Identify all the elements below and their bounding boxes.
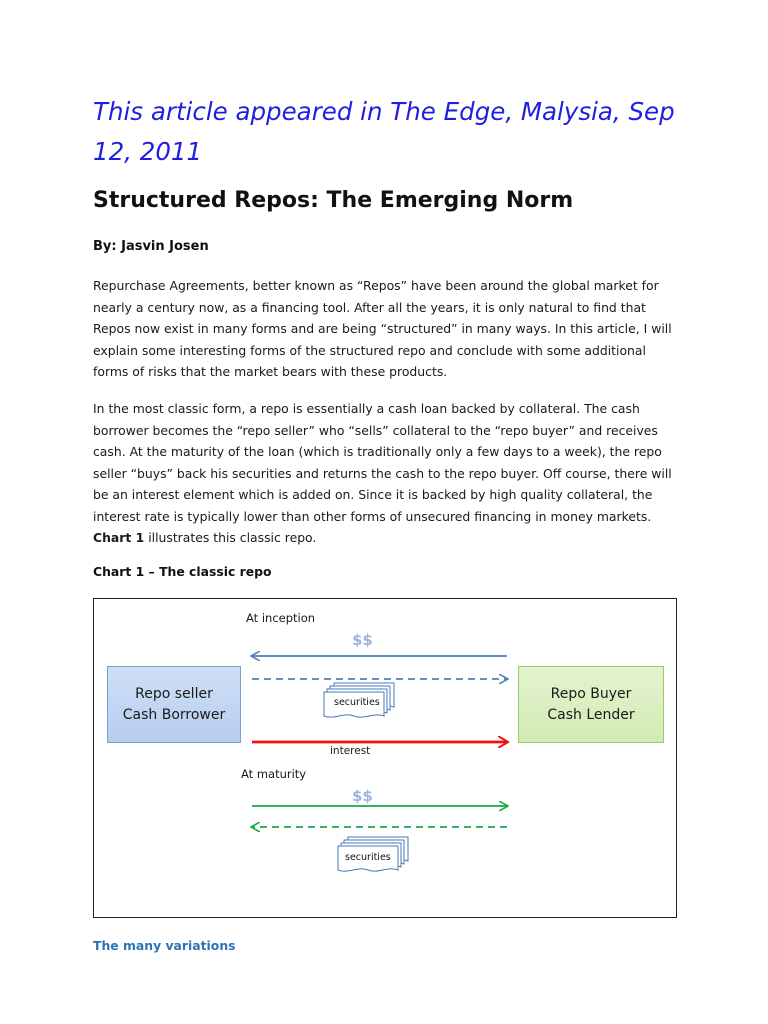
repo-seller-label: Repo seller — [135, 685, 213, 702]
at-maturity-label: At maturity — [241, 767, 307, 781]
paragraph-intro: Repurchase Agreements, better known as “Repos” have been around the global market for nearly a century now, as a financing tool. After all the years, it is only natural to find that Repos now exist in many forms and are being “structured” in many ways. In this article, I will explain some interesting forms of the structured repo and conclude with some additional forms of risks that the market bears with these products. — [93, 278, 672, 379]
paragraph-classic-repo-tail: illustrates this classic repo. — [144, 530, 317, 545]
classic-repo-diagram — [93, 598, 677, 918]
interest-label: interest — [330, 745, 371, 757]
securities-label-inception: securities — [334, 697, 380, 708]
paragraph-classic-repo — [93, 398, 683, 549]
cash-symbol-maturity: $$ — [352, 787, 373, 805]
repo-buyer-label: Repo Buyer — [550, 685, 632, 702]
chart-reference: Chart 1 — [93, 530, 145, 545]
diagram-arrows — [94, 599, 678, 919]
cash-lender-label: Cash Lender — [547, 706, 635, 723]
section-heading: The many variations — [93, 938, 236, 953]
chart-caption: Chart 1 – The classic repo — [93, 564, 272, 579]
repo-buyer-box — [518, 666, 664, 743]
securities-label-maturity: securities — [345, 852, 391, 863]
cash-borrower-label: Cash Borrower — [122, 706, 226, 723]
at-inception-label: At inception — [246, 611, 316, 625]
article-title: Structured Repos: The Emerging Norm — [93, 188, 574, 213]
paragraph-classic-repo-text: In the most classic form, a repo is essentially a cash loan backed by collateral. The cash borrower becomes the “repo seller” who “sells” collateral to the “repo buyer” and receives cash. At the maturity of the loan (which is traditionally only a few days to a week), the repo seller “buys” back his securities and returns the cash to the repo buyer. Off course, there will be an interest element which is added on. Since it is backed by high quality collateral, the interest rate is typically lower than other forms of unsecured financing in money markets. — [93, 401, 672, 524]
publication-banner: This article appeared in The Edge, Malysia, Sep 12, 2011 — [93, 97, 675, 166]
article-byline: By: Jasvin Josen — [93, 239, 209, 254]
cash-symbol-inception: $$ — [352, 631, 373, 649]
repo-seller-box — [107, 666, 241, 743]
